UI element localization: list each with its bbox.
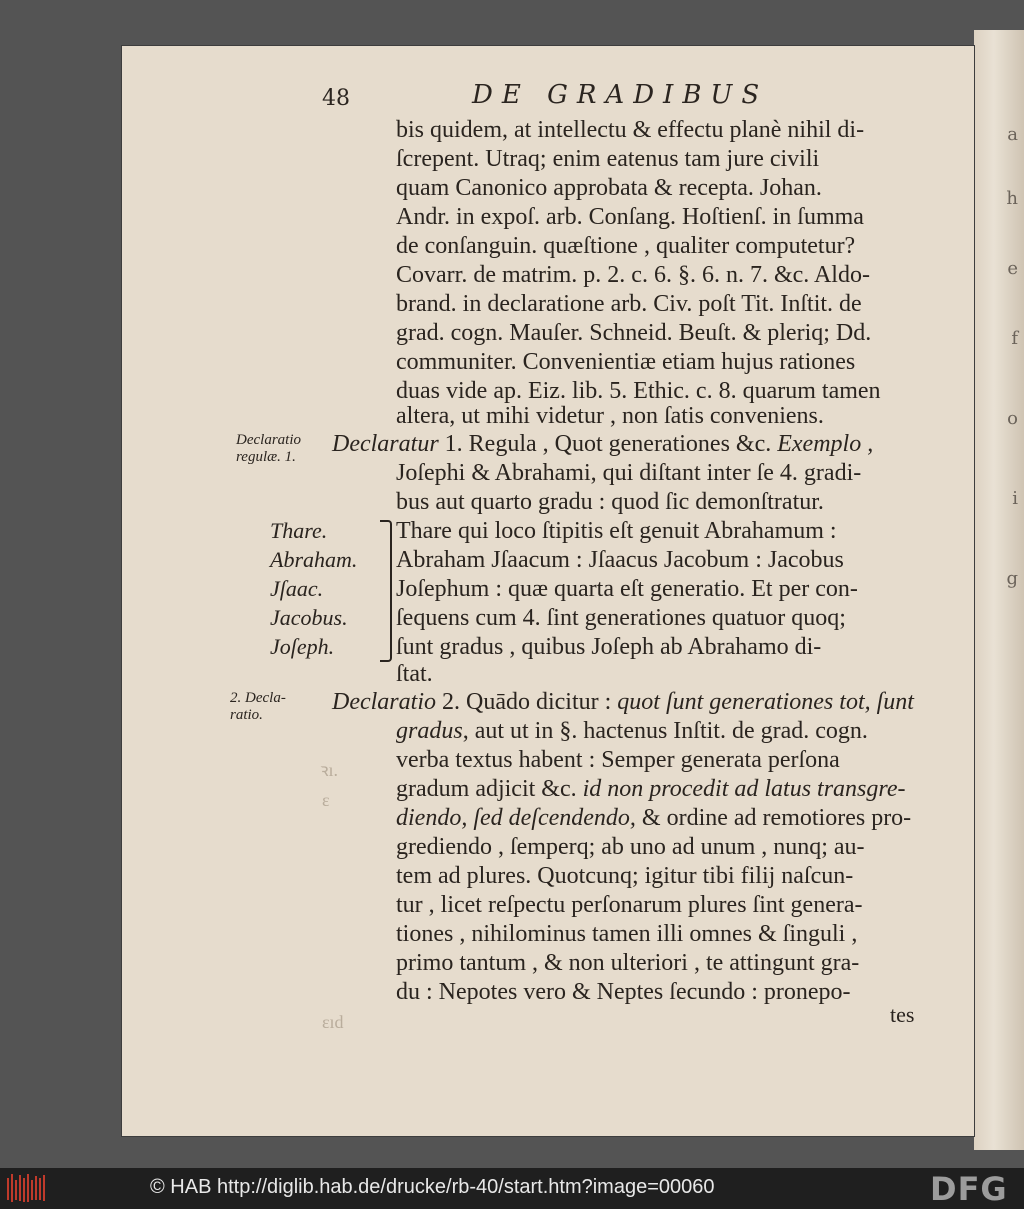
text-line: tem ad plures. Quotcunq; igitur tibi filij naſcun- (396, 863, 854, 889)
edge-glyph: f (1011, 328, 1018, 349)
genealogy-name: Thare. (270, 518, 328, 543)
declaratio-2-italic: quot ſunt generationes tot, ſunt (617, 689, 914, 715)
line-part: & ordine ad remotiores pro- (635, 805, 912, 831)
genealogy-brace (380, 520, 392, 662)
edge-glyph: g (1006, 568, 1018, 589)
viewer-footer (0, 1168, 1024, 1209)
text-line (396, 719, 868, 743)
declaratio-1-line (332, 432, 873, 456)
catchword: tes (890, 1002, 915, 1027)
genealogy-name: Abraham. (270, 547, 358, 572)
exemplo-word: Exemplo , (777, 431, 874, 457)
text-line: ſequens cum 4. ſint generationes quatuor quoq; (396, 605, 846, 631)
genealogy-name: Joſeph. (270, 634, 335, 659)
margin-note-line: 2. Decla- (230, 690, 286, 706)
text-line: Thare qui loco ſtipitis eſt genuit Abrahamum : (396, 518, 837, 544)
edge-glyph: a (1007, 124, 1018, 145)
text-line: communiter. Convenientiæ etiam hujus rationes (396, 349, 856, 375)
text-line: altera, ut mihi videtur , non ſatis conveniens. (396, 403, 824, 429)
genealogy-name: Jacobus. (270, 605, 348, 630)
declaratio-1-text: 1. Regula , Quot generationes &c. (438, 431, 778, 457)
margin-note-declaratio-2 (230, 690, 286, 725)
text-line: Joſephi & Abrahami, qui diſtant inter ſe 4. gradi- (396, 460, 862, 486)
text-line: Abraham Jſaacum : Jſaacus Jacobum : Jacobus (396, 547, 844, 573)
margin-note-line: regulæ. 1. (236, 449, 296, 466)
line-part: gradum adjicit &c. (396, 776, 583, 802)
text-line: Andr. in expoſ. arb. Conſang. Hoſtienſ. in ſumma (396, 204, 864, 230)
text-line: bus aut quarto gradu : quod ſic demonſtratur. (396, 489, 824, 515)
next-page-edge (974, 30, 1024, 1150)
running-head: DE GRADIBUS (472, 80, 769, 110)
margin-note-line: Declaratio (236, 432, 301, 448)
genealogy-name: Jſaac. (270, 576, 324, 601)
declaratur-lead: Declaratur (332, 431, 439, 457)
text-line: du : Nepotes vero & Neptes ſecundo : pronepo- (396, 979, 851, 1005)
show-through-mark: ɛ (322, 790, 330, 810)
margin-note-declaratio-1 (236, 432, 301, 467)
text-line: bis quidem, at intellectu & effectu planè nihil di- (396, 117, 865, 143)
show-through-mark: ɛıd (322, 1012, 344, 1032)
text-line: tur , licet reſpectu perſonarum plures ſint genera- (396, 892, 863, 918)
dfg-logo: DFG (930, 1170, 1008, 1208)
text-line: verba textus habent : Semper generata perſona (396, 747, 840, 773)
text-line: grediendo , ſemperq; ab uno ad unum , nunq; au- (396, 834, 865, 860)
text-line: tiones , nihilominus tamen illi omnes & ſinguli , (396, 921, 858, 947)
edge-glyph: i (1012, 488, 1018, 509)
show-through-mark: ꝛı. (320, 760, 339, 780)
declaratio-lead: Declaratio (332, 689, 436, 715)
copyright-url: © HAB http://diglib.hab.de/drucke/rb-40/start.htm?image=00060 (150, 1176, 715, 1198)
text-line: duas vide ap. Eiz. lib. 5. Ethic. c. 8. quarum tamen (396, 378, 881, 404)
edge-glyph: e (1007, 258, 1018, 279)
line-italic: id non procedit ad latus transgre- (582, 776, 906, 802)
text-line (396, 777, 905, 801)
hab-logo-icon (6, 1172, 46, 1204)
text-line: primo tantum , & non ulteriori , te attingunt gra- (396, 950, 860, 976)
declaratio-2-text: 2. Quādo dicitur : (435, 689, 618, 715)
text-line: Covarr. de matrim. p. 2. c. 6. §. 6. n. 7. &c. Aldo- (396, 262, 870, 288)
text-line: quam Canonico approbata & recepta. Johan. (396, 175, 822, 201)
text-line: ſtat. (396, 661, 433, 687)
gradus-word: gradus (396, 718, 463, 744)
text-line: ſunt gradus , quibus Joſeph ab Abrahamo di- (396, 634, 822, 660)
text-line: grad. cogn. Mauſer. Schneid. Beuſt. & pleriq; Dd. (396, 320, 872, 346)
edge-glyph: h (1006, 188, 1018, 209)
line-italic: diendo, ſed deſcendendo, (396, 805, 636, 831)
edge-glyph: o (1007, 408, 1018, 429)
margin-note-line: ratio. (230, 707, 263, 724)
text-line: de conſanguin. quæſtione , qualiter computetur? (396, 233, 856, 259)
text-line: brand. in declaratione arb. Civ. poſt Tit. Inſtit. de (396, 291, 862, 317)
declaratio-2-line (332, 690, 914, 714)
page-number: 48 (322, 86, 350, 111)
text-line (396, 806, 911, 830)
text-line: ſcrepent. Utraq; enim eatenus tam jure civili (396, 146, 820, 172)
text-line: Joſephum : quæ quarta eſt generatio. Et per con- (396, 576, 858, 602)
line-rest: , aut ut in §. hactenus Inſtit. de grad. cogn. (462, 718, 868, 744)
